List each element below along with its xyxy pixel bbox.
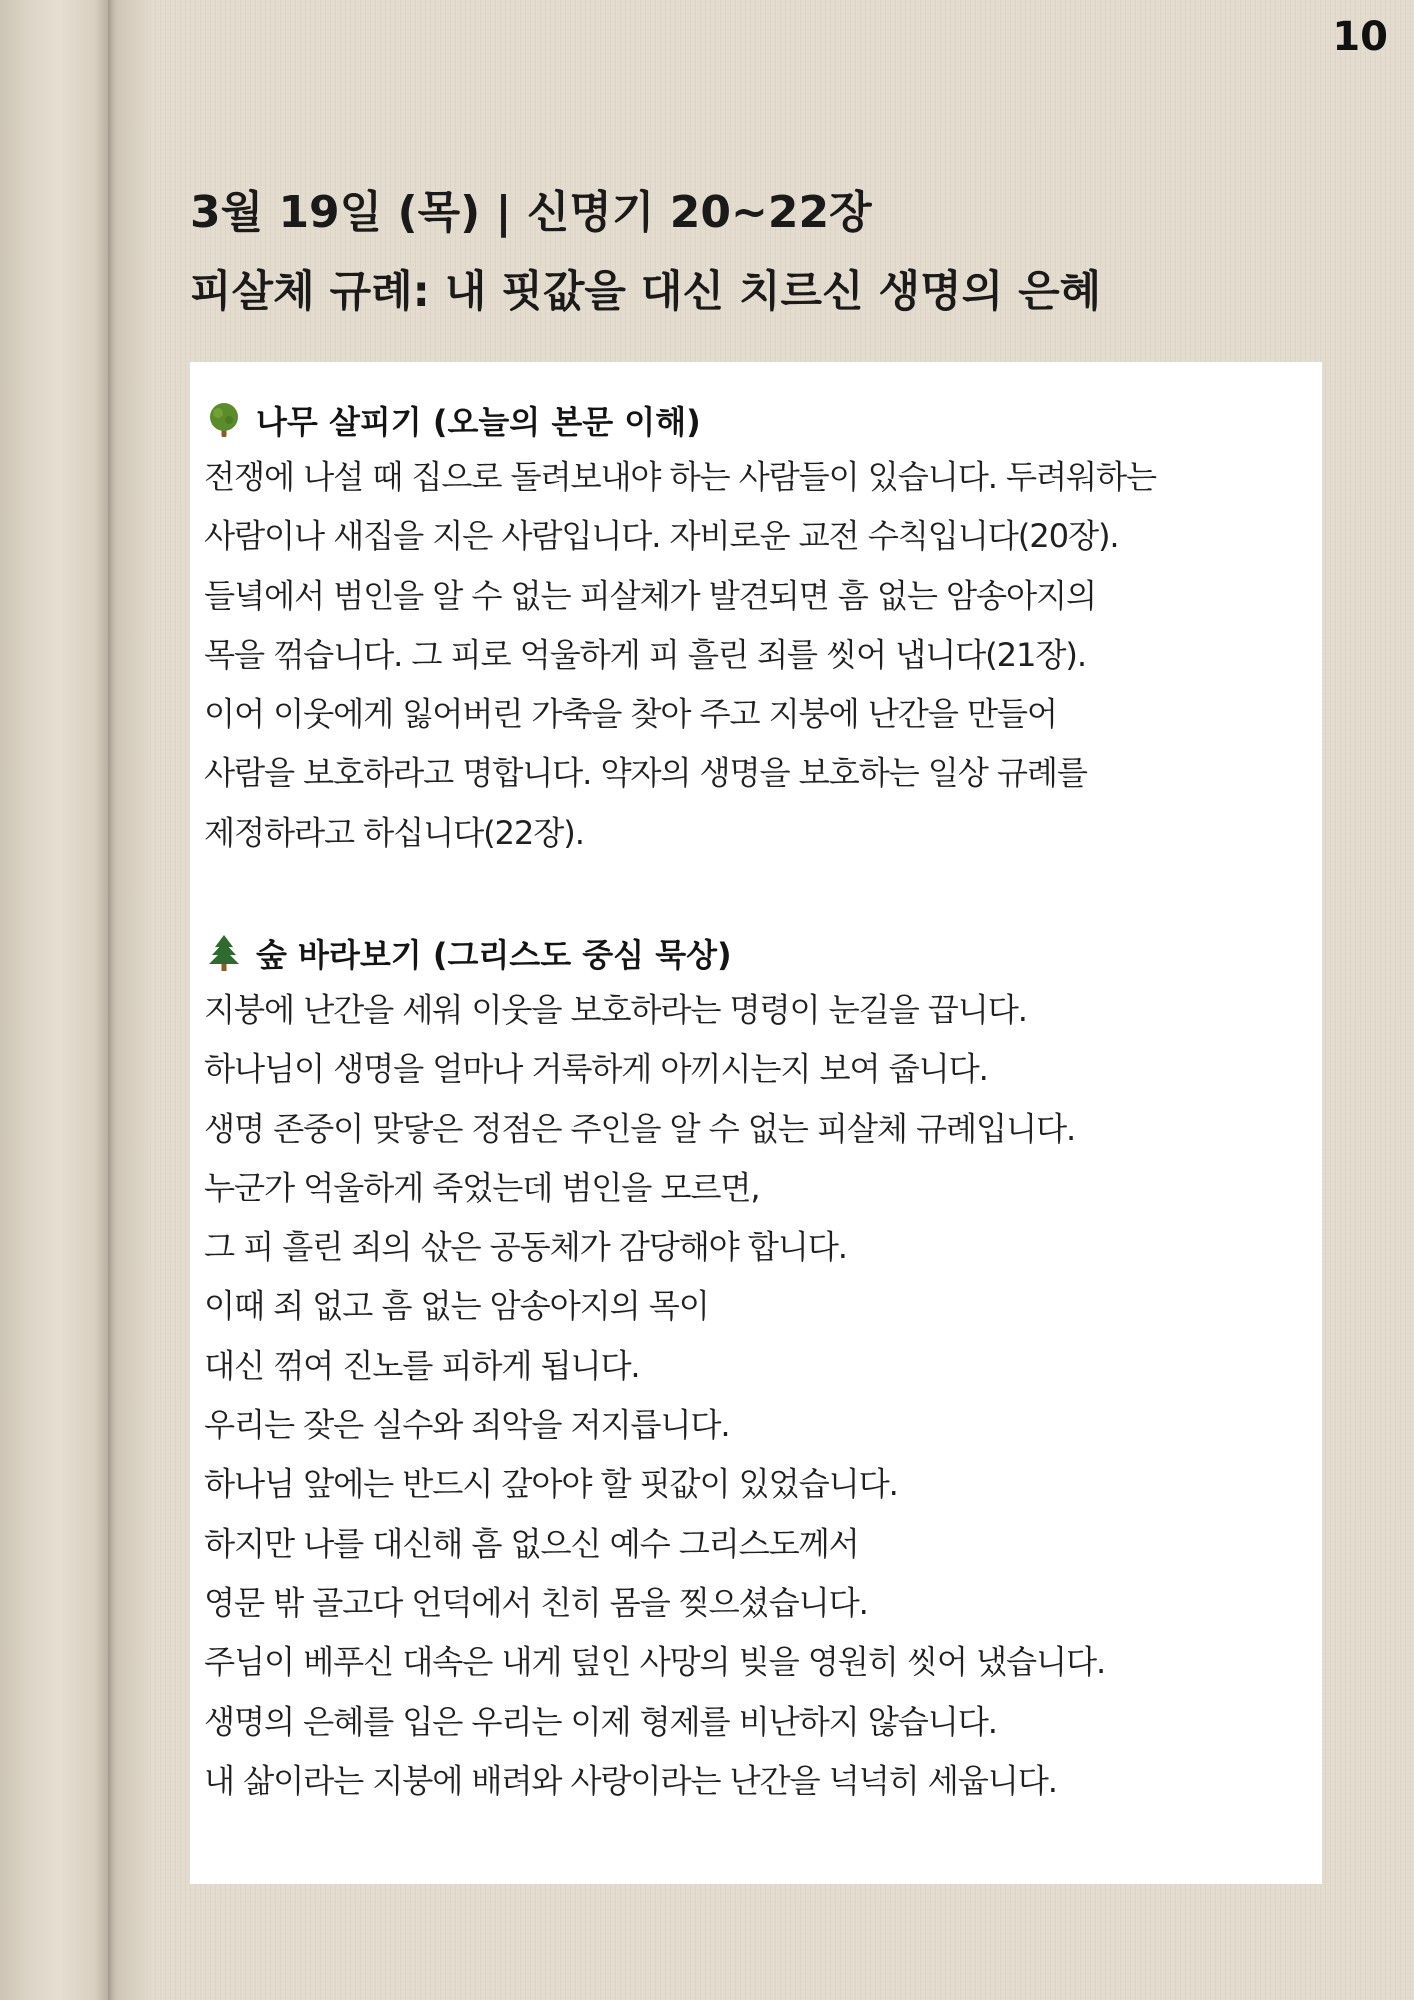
date-title: 3월 19일 (목) | 신명기 20~22장 [190, 187, 872, 238]
body-line: 하지만 나를 대신해 흠 없으신 예수 그리스도께서 [204, 1524, 859, 1563]
body-line: 누군가 억울하게 죽었는데 범인을 모르면, [204, 1168, 760, 1207]
body-line: 이때 죄 없고 흠 없는 암송아지의 목이 [204, 1287, 709, 1326]
body-line: 하나님이 생명을 얼마나 거룩하게 아끼시는지 보여 줍니다. [204, 1050, 988, 1089]
body-line: 대신 꺾여 진노를 피하게 됩니다. [204, 1346, 640, 1385]
section-heading-text: 나무 살피기 (오늘의 본문 이해) [256, 403, 701, 441]
deciduous-tree-icon [204, 400, 244, 440]
body-line: 목을 꺾습니다. 그 피로 억울하게 피 흘린 죄를 씻어 냅니다(21장). [204, 635, 1086, 674]
body-line: 하나님 앞에는 반드시 갚아야 할 핏값이 있었습니다. [204, 1465, 898, 1504]
body-line: 그 피 흘린 죄의 삯은 공동체가 감당해야 합니다. [204, 1228, 847, 1267]
body-line: 이어 이웃에게 잃어버린 가축을 찾아 주고 지붕에 난간을 만들어 [204, 695, 1057, 734]
section-tree-study [204, 392, 1319, 863]
body-line: 생명 존중이 맞닿은 정점은 주인을 알 수 없는 피살체 규례입니다. [204, 1109, 1076, 1148]
book-spine [0, 0, 150, 2000]
body-line: 사람을 보호하라고 명합니다. 약자의 생명을 보호하는 일상 규례를 [204, 754, 1087, 793]
section-body [204, 981, 1319, 1811]
body-line: 생명의 은혜를 입은 우리는 이제 형제를 비난하지 않습니다. [204, 1702, 997, 1741]
evergreen-tree-icon [204, 933, 244, 973]
page-number: 10 [1332, 14, 1388, 60]
body-line: 들녘에서 범인을 알 수 없는 피살체가 발견되면 흠 없는 암송아지의 [204, 576, 1096, 615]
body-line: 지붕에 난간을 세워 이웃을 보호하라는 명령이 눈길을 끕니다. [204, 991, 1027, 1029]
section-heading [204, 925, 1319, 981]
body-line: 전쟁에 나설 때 집으로 돌려보내야 하는 사람들이 있습니다. 두려워하는 [204, 458, 1156, 496]
body-line: 내 삶이라는 지붕에 배려와 사랑이라는 난간을 넉넉히 세웁니다. [204, 1761, 1057, 1800]
section-heading-text: 숲 바라보기 (그리스도 중심 묵상) [256, 936, 732, 974]
section-body [204, 448, 1319, 863]
body-line: 영문 밖 골고다 언덕에서 친히 몸을 찢으셨습니다. [204, 1583, 868, 1622]
page-subtitle: 피살체 규례: 내 핏값을 대신 치르신 생명의 은혜 [190, 267, 1102, 317]
body-line: 우리는 잦은 실수와 죄악을 저지릅니다. [204, 1406, 730, 1445]
body-line: 주님이 베푸신 대속은 내게 덮인 사망의 빚을 영원히 씻어 냈습니다. [204, 1643, 1106, 1682]
section-forest-meditation [204, 925, 1319, 1811]
body-line: 사람이나 새집을 지은 사람입니다. 자비로운 교전 수칙입니다(20장). [204, 517, 1119, 556]
spine-edge-shadow [108, 0, 114, 2000]
section-heading [204, 392, 1319, 448]
content-card [190, 362, 1322, 1884]
body-line: 제정하라고 하십니다(22장). [204, 813, 584, 852]
